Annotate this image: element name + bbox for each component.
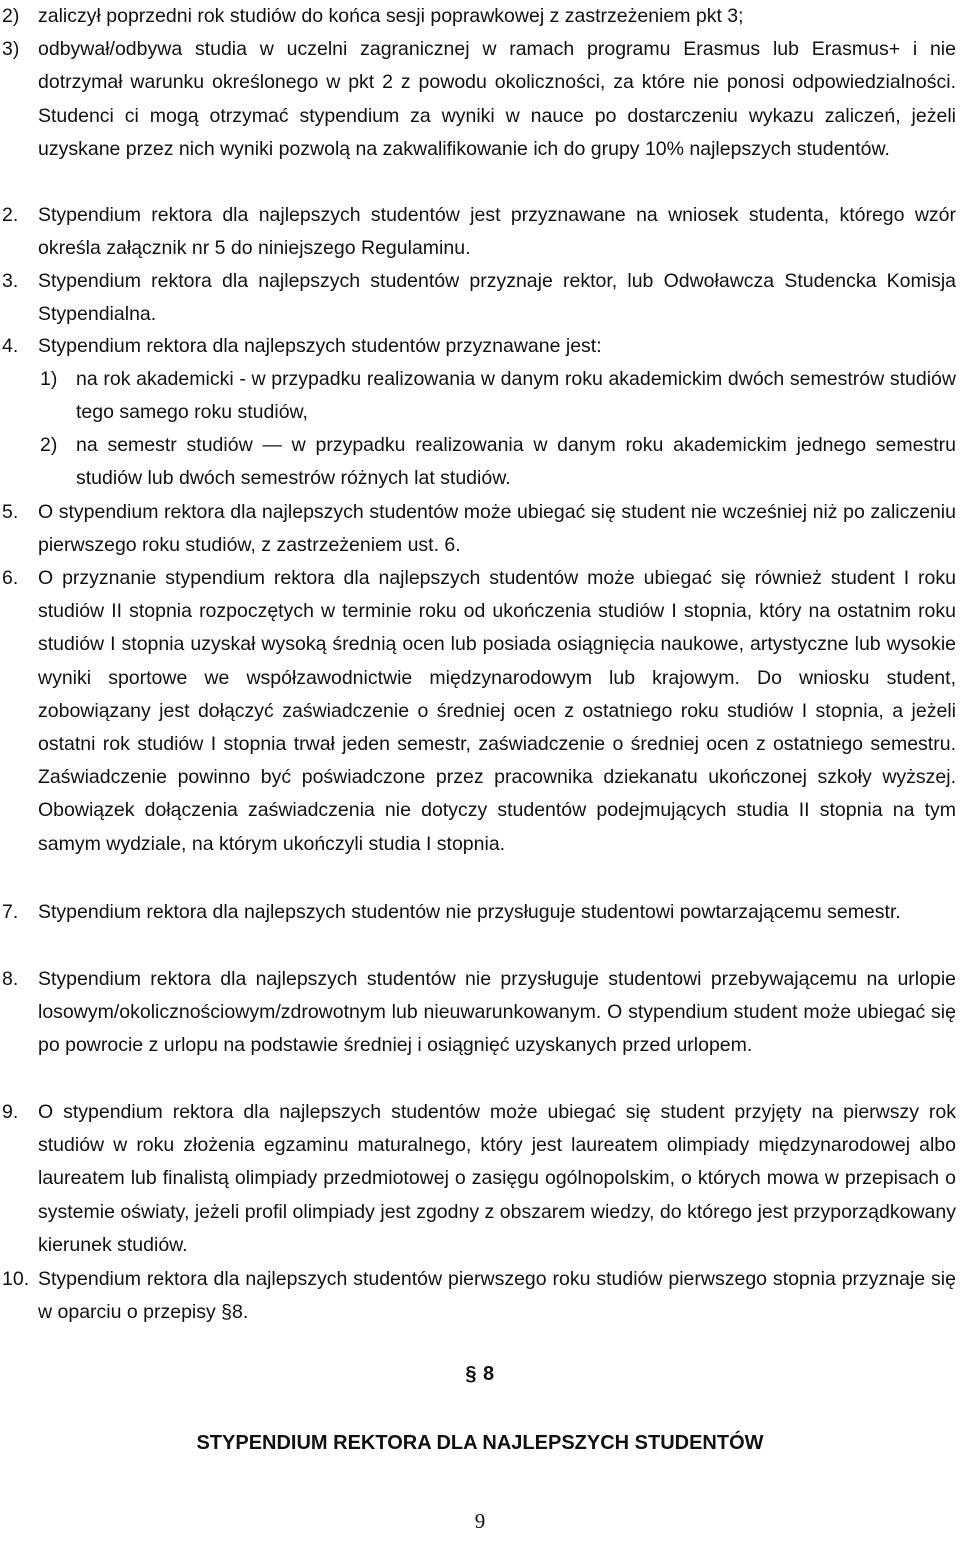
- paragraph-text: O stypendium rektora dla najlepszych studentów może ubiegać się student przyjęty na pierwszy rok studiów w roku złożenia egzaminu maturalnego, który jest laureatem olimpiady międzynarodowej albo laureatem lub finalistą olimpiady przedmiotowej o zasięgu ogólnopolskim, o których mowa w przepisach o systemie oświaty, jeżeli profil olimpiady jest zgodny z obszarem wiedzy, do którego jest przyporządkowany kierunek studiów.: [38, 1101, 956, 1256]
- paragraph-4-subitem-2: [0, 429, 960, 495]
- list-item-marker: 2): [2, 5, 20, 27]
- paragraph-number: 8.: [2, 968, 19, 990]
- paragraph-text: O stypendium rektora dla najlepszych studentów może ubiegać się student nie wcześniej niż po zaliczeniu pierwszego roku studiów, z zastrzeżeniem ust. 6.: [38, 501, 956, 557]
- paragraph-7: [0, 896, 960, 929]
- paragraph-number: 7.: [2, 901, 19, 923]
- paragraph-number: 3.: [2, 270, 19, 292]
- paragraph-number: 10.: [2, 1268, 30, 1290]
- paragraph-number: 6.: [2, 567, 19, 589]
- list-item: [0, 33, 960, 166]
- paragraph-6: [0, 562, 960, 861]
- list-item-text: odbywał/odbywa studia w uczelni zagranicznej w ramach programu Erasmus lub Erasmus+ i nie dotrzymał warunku określonego w pkt 2 z powodu okoliczności, za które nie ponosi odpowiedzialności. Studenci ci mogą otrzymać stypendium za wyniki w nauce po dostarczeniu wykazu zaliczeń, jeżeli uzyskane przez nich wyniki pozwolą na zakwalifikowanie ich do grupy 10% najlepszych studentów.: [38, 38, 956, 160]
- paragraph-10: [0, 1263, 960, 1329]
- paragraph-2: [0, 199, 960, 265]
- sub-item-text: na rok akademicki - w przypadku realizowania w danym roku akademickim dwóch semestrów studiów tego samego roku studiów,: [76, 368, 956, 424]
- paragraph-text: Stypendium rektora dla najlepszych studentów przyznawane jest:: [38, 335, 602, 357]
- sub-item-marker: 1): [40, 368, 58, 390]
- paragraph-3: [0, 265, 960, 331]
- list-item-marker: 3): [2, 38, 20, 61]
- paragraph-4-subitem-1: [0, 363, 960, 429]
- paragraph-9: [0, 1096, 960, 1262]
- sub-item-text: na semestr studiów — w przypadku realizowania w danym roku akademickim jednego semestru studiów lub dwóch semestrów różnych lat studiów.: [76, 434, 956, 490]
- list-item: [0, 0, 960, 33]
- continued-list: [0, 0, 960, 166]
- paragraph-number: 5.: [2, 501, 19, 523]
- paragraph-4: [0, 330, 960, 363]
- paragraph-8: [0, 963, 960, 1063]
- section-symbol: § 8: [465, 1363, 495, 1385]
- paragraph-text: Stypendium rektora dla najlepszych studentów nie przysługuje studentowi przebywającemu na urlopie losowym/okolicznościowym/zdrowotnym lub nieuwarunkowanym. O stypendium student może ubiegać się po powrocie z urlopu na podstawie średniej i osiągnięć uzyskanych przed urlopem.: [38, 968, 956, 1057]
- list-item-text: zaliczył poprzedni rok studiów do końca sesji poprawkowej z zastrzeżeniem pkt 3;: [38, 5, 744, 27]
- paragraph-number: 2.: [2, 204, 19, 226]
- paragraph-text: Stypendium rektora dla najlepszych studentów jest przyznawane na wniosek studenta, którego wzór określa załącznik nr 5 do niniejszego Regulaminu.: [38, 204, 956, 260]
- paragraph-text: Stypendium rektora dla najlepszych studentów pierwszego roku studiów pierwszego stopnia przyznaje się w oparciu o przepisy §8.: [38, 1268, 956, 1324]
- section-heading: STYPENDIUM REKTORA DLA NAJLEPSZYCH STUDENTÓW: [196, 1432, 764, 1454]
- paragraph-number: 4.: [2, 335, 19, 357]
- paragraph-text: Stypendium rektora dla najlepszych studentów nie przysługuje studentowi powtarzającemu semestr.: [38, 901, 901, 923]
- paragraph-text: O przyznanie stypendium rektora dla najlepszych studentów może ubiegać się również student I roku studiów II stopnia rozpoczętych w terminie roku od ukończenia studiów I stopnia, który na ostatnim roku studiów I stopnia uzyskał wysoką średnią ocen lub posiada osiągnięcia naukowe, artystyczne lub wysokie wyniki sportowe we współzawodnictwie międzynarodowym lub krajowym. Do wniosku student, zobowiązany jest dołączyć zaświadczenie o średniej ocen z ostatniego roku studiów I stopnia, a jeżeli ostatni rok studiów I stopnia trwał jeden semestr, zaświadczenie o średniej ocen z ostatniego semestru. Zaświadczenie powinno być poświadczone przez pracownika dziekanatu ukończonej szkoły wyższej. Obowiązek dołączenia zaświadczenia nie dotyczy studentów podejmujących studia II stopnia na tym samym wydziale, na którym ukończyli studia I stopnia.: [38, 567, 956, 855]
- sub-item-marker: 2): [40, 434, 58, 456]
- page-number: 9: [474, 1509, 486, 1533]
- paragraph-text: Stypendium rektora dla najlepszych studentów przyznaje rektor, lub Odwoławcza Studencka Komisja Stypendialna.: [38, 270, 956, 326]
- paragraph-5: [0, 496, 960, 562]
- paragraph-number: 9.: [2, 1101, 19, 1123]
